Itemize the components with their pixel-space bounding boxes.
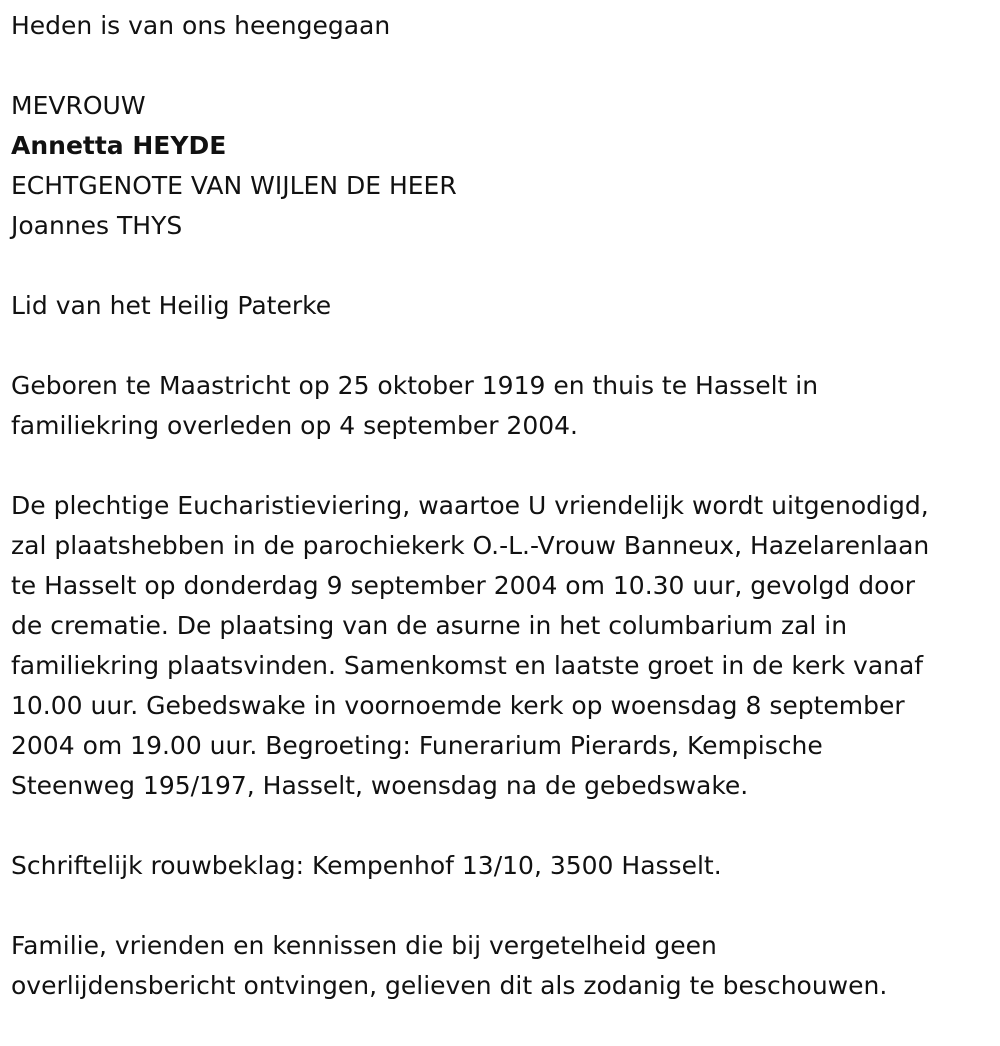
paragraph-line: de crematie. De plaatsing van de asurne in het columbarium zal in xyxy=(11,611,848,640)
paragraph-line: familiekring overleden op 4 september 2004. xyxy=(11,411,578,440)
closing-paragraph xyxy=(11,926,996,1006)
paragraph-line: overlijdensbericht ontvingen, gelieven dit als zodanig te beschouwen. xyxy=(11,971,888,1000)
spacer xyxy=(11,46,996,86)
paragraph-line: 10.00 uur. Gebedswake in voornoemde kerk op woensdag 8 september xyxy=(11,691,905,720)
spouse-title: ECHTGENOTE VAN WIJLEN DE HEER xyxy=(11,171,457,200)
paragraph-line: familiekring plaatsvinden. Samenkomst en laatste groet in de kerk vanaf xyxy=(11,651,924,680)
deceased-name: Annetta HEYDE xyxy=(11,131,227,160)
paragraph-line: Familie, vrienden en kennissen die bij vergetelheid geen xyxy=(11,931,717,960)
spacer xyxy=(11,246,996,286)
spacer xyxy=(11,326,996,366)
ceremony-paragraph xyxy=(11,486,996,806)
paragraph-line: te Hasselt op donderdag 9 september 2004 om 10.30 uur, gevolgd door xyxy=(11,571,915,600)
birth-death-paragraph xyxy=(11,366,996,446)
paragraph-line: zal plaatshebben in de parochiekerk O.-L.-Vrouw Banneux, Hazelarenlaan xyxy=(11,531,930,560)
membership-text: Lid van het Heilig Paterke xyxy=(11,291,332,320)
paragraph-line: 2004 om 19.00 uur. Begroeting: Funerarium Pierards, Kempische xyxy=(11,731,823,760)
obituary-notice xyxy=(11,6,996,1006)
paragraph-line: De plechtige Eucharistieviering, waartoe U vriendelijk wordt uitgenodigd, xyxy=(11,491,929,520)
spouse-name: Joannes THYS xyxy=(11,211,183,240)
spacer xyxy=(11,886,996,926)
spacer xyxy=(11,446,996,486)
spacer xyxy=(11,806,996,846)
paragraph-line: Geboren te Maastricht op 25 oktober 1919 en thuis te Hasselt in xyxy=(11,371,819,400)
paragraph-line: Steenweg 195/197, Hasselt, woensdag na de gebedswake. xyxy=(11,771,749,800)
intro-text: Heden is van ons heengegaan xyxy=(11,11,391,40)
title-prefix: MEVROUW xyxy=(11,91,146,120)
condolences-address: Schriftelijk rouwbeklag: Kempenhof 13/10, 3500 Hasselt. xyxy=(11,851,722,880)
